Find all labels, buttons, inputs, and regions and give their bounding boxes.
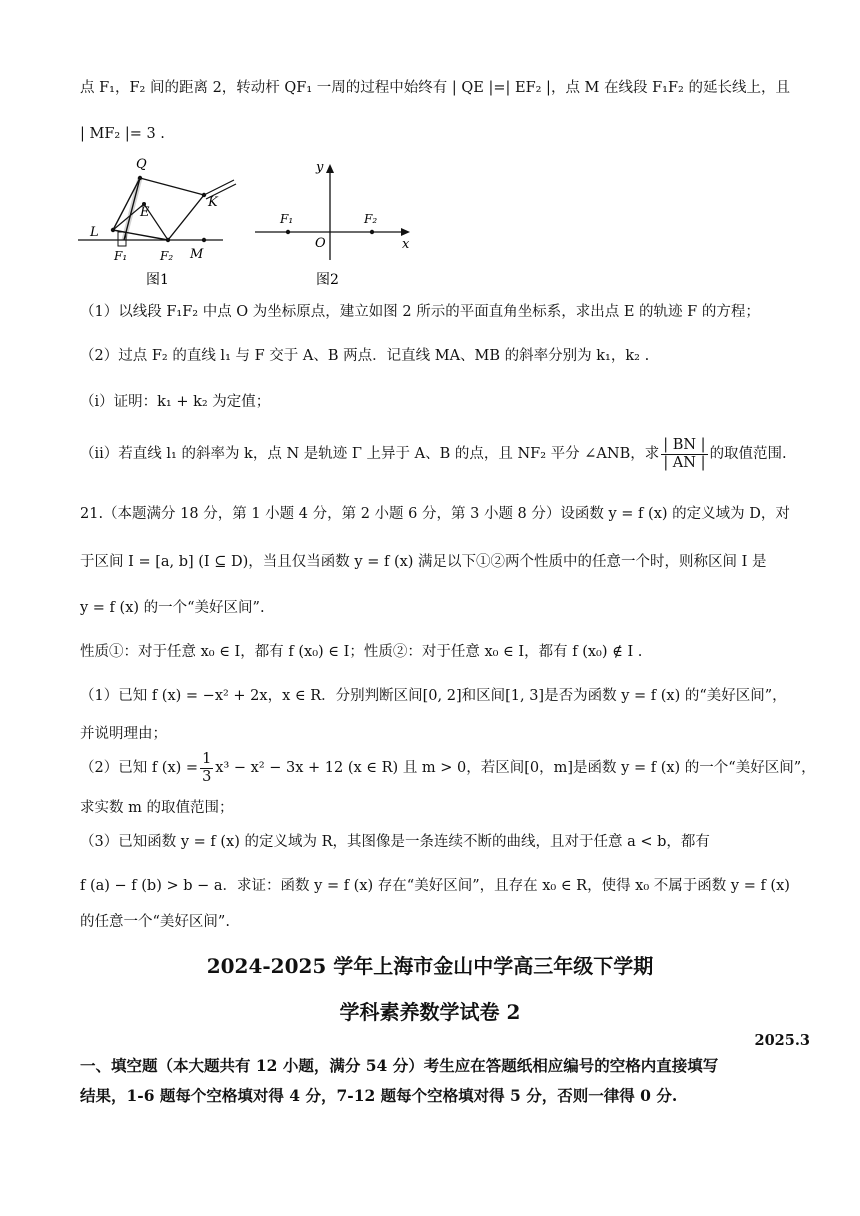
- text-line-1: 点 F₁，F₂ 间的距离 2，转动杆 QF₁ 一周的过程中始终有 | QE |=| EF₂ |，点 M 在线段 F₁F₂ 的延长线上，且: [80, 80, 790, 96]
- exam-date: 2025.3: [754, 1032, 810, 1049]
- figure-1-caption: 图1: [146, 272, 169, 288]
- label-f1: F₁: [280, 212, 294, 226]
- fraction-bn-an: [661, 437, 707, 472]
- exam-title: 2024-2025 学年上海市金山中学高三年级下学期: [206, 954, 654, 978]
- label-k: K: [208, 195, 218, 210]
- q2ii-after: 的取值范围.: [709, 446, 787, 462]
- q2ii-before: （ⅱ）若直线 l₁ 的斜率为 k，点 N 是轨迹 Γ 上异于 A、B 的点，且 NF₂ 平分 ∠ANB，求: [80, 446, 660, 462]
- q21-2-before: （2）已知 f (x) =: [80, 760, 199, 776]
- label-q: Q: [136, 157, 147, 172]
- question-2i-text: （ⅰ）证明：k₁ + k₂ 为定值；: [80, 394, 271, 410]
- question-2-text: （2）过点 F₂ 的直线 l₁ 与 F 交于 A、B 两点．记直线 MA、MB 的斜率分别为 k₁，k₂ .: [80, 348, 650, 364]
- axis-y-label: y: [316, 160, 324, 175]
- label-f2: F₂: [160, 249, 174, 263]
- fraction-numerator: | BN |: [663, 436, 706, 453]
- figure-2-caption: 图2: [316, 272, 339, 288]
- problem-21-line-2: 于区间 I = [a, b] (I ⊆ D)，当且仅当函数 y = f (x) 满足以下①②两个性质中的任意一个时，则称区间 I 是: [80, 554, 767, 570]
- origin-label: O: [315, 236, 326, 251]
- fraction-one-third: [200, 751, 213, 786]
- problem-21-q3-line-2: f (a) − f (b) > b − a．求证：函数 y = f (x) 存在“美好区间”，且存在 x₀ ∈ R，使得 x₀ 不属于函数 y = f (x): [80, 878, 790, 894]
- label-l: L: [90, 225, 99, 240]
- problem-21-text: 21.（本题满分 18 分，第 1 小题 4 分，第 2 小题 6 分，第 3 小题 8 分）设函数 y = f (x) 的定义域为 D，对: [80, 506, 790, 522]
- problem-21-q2: [80, 750, 816, 786]
- label-e: E: [140, 205, 150, 220]
- label-f1: F₁: [114, 249, 128, 263]
- label-m: M: [190, 247, 204, 262]
- section-instruction-line-2: 结果，1-6 题每个空格填对得 4 分，7-12 题每个空格填对得 5 分，否则一律得 0 分.: [80, 1086, 678, 1105]
- problem-21-line-3: y = f (x) 的一个“美好区间”.: [80, 600, 265, 616]
- question-1-text: （1）以线段 F₁F₂ 中点 O 为坐标原点，建立如图 2 所示的平面直角坐标系，求出点 E 的轨迹 F 的方程；: [80, 304, 760, 320]
- problem-21-q1: （1）已知 f (x) = −x² + 2x，x ∈ R．分别判断区间[0, 2]和区间[1, 3]是否为函数 y = f (x) 的“美好区间”，: [80, 688, 787, 704]
- label-f2: F₂: [364, 212, 378, 226]
- problem-21-q3: （3）已知函数 y = f (x) 的定义域为 R，其图像是一条连续不断的曲线，且对于任意 a < b，都有: [80, 834, 710, 850]
- problem-21-q2-cont: 求实数 m 的取值范围；: [80, 800, 234, 816]
- fraction-denominator: 3: [202, 768, 212, 785]
- problem-21-q3-line-3: 的任意一个“美好区间”.: [80, 914, 230, 930]
- property-definition: 性质①：对于任意 x₀ ∈ I，都有 f (x₀) ∈ I；性质②：对于任意 x₀ ∈ I，都有 f (x₀) ∉ I .: [80, 644, 643, 660]
- figure-1-linkage: [78, 150, 248, 290]
- axis-x-label: x: [402, 237, 410, 252]
- fraction-numerator: 1: [202, 750, 212, 767]
- question-2ii-text: [80, 436, 790, 472]
- fraction-denominator: | AN |: [663, 454, 706, 471]
- problem-21-q1-cont: 并说明理由；: [80, 726, 167, 742]
- exam-subtitle: 学科素养数学试卷 2: [339, 1000, 521, 1024]
- section-instruction-line-1: 一、填空题（本大题共有 12 小题，满分 54 分）考生应在答题纸相应编号的空格内直接填写: [80, 1056, 719, 1075]
- text-line-2: | MF₂ |= 3 .: [80, 126, 165, 142]
- figure-2-coordinate-system: [250, 155, 425, 290]
- q21-2-after: x³ − x² − 3x + 12 (x ∈ R) 且 m > 0，若区间[0，m]是函数 y = f (x) 的一个“美好区间”，: [215, 760, 816, 776]
